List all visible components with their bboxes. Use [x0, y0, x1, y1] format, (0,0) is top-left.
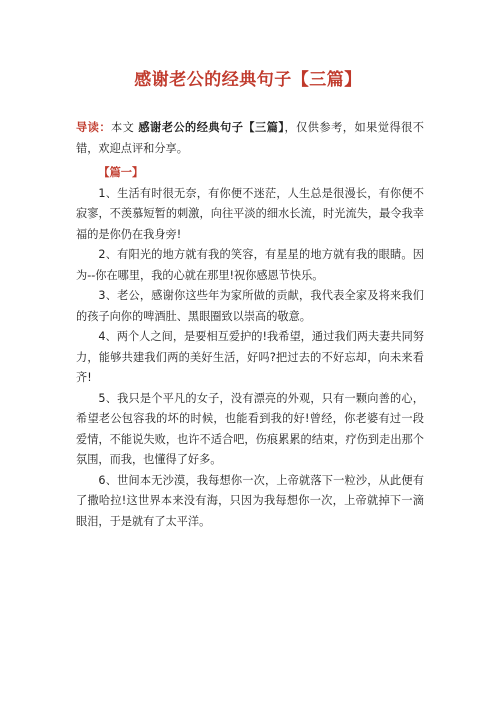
quote-paragraph-5: 5、我只是个平凡的女子，没有漂亮的外观，只有一颗向善的心，希望老公包容我的坏的时候，也能看到我的好!曾经，你老婆有过一段爱情，不能说失败，也许不适合吧，伤痕累累的结束，疗伤到走出那个氛围，而我，也懂得了好多。 [76, 391, 424, 466]
quote-paragraph-3: 3、老公，感谢你这些年为家所做的贡献，我代表全家及将来我们的孩子向你的啤酒肚、黑眼圈致以崇高的敬意。 [76, 289, 424, 323]
intro-label: 导读： [76, 121, 112, 134]
document-title: 感谢老公的经典句子【三篇】 [134, 70, 362, 90]
quote-paragraph-4: 4、两个人之间，是要相互爱护的!我希望，通过我们两夫妻共同努力，能够共建我们两的美好生活，好吗?把过去的不好忘却，向未来看齐! [76, 330, 424, 384]
document-body [76, 118, 424, 532]
section-heading: 【篇一】 [98, 166, 144, 179]
intro-prefix: 本文 [111, 121, 139, 134]
intro-article-title: 感谢老公的经典句子【三篇】 [138, 121, 285, 134]
intro-paragraph [76, 118, 424, 159]
quote-paragraph-2: 2、有阳光的地方就有我的笑容，有星星的地方就有我的眼睛。因为--你在哪里，我的心就在那里!祝你感恩节快乐。 [76, 248, 424, 282]
intro-suffix: ，仅供参考，如果觉得很不错，欢迎点评和分享。 [76, 121, 424, 155]
quote-paragraph-6: 6、世间本无沙漠，我每想你一次，上帝就落下一粒沙，从此便有了撒哈拉!这世界本来没有海，只因为我每想你一次，上帝就掉下一滴眼泪，于是就有了太平洋。 [76, 473, 424, 528]
quote-paragraph-1: 1、生活有时很无奈，有你便不迷茫，人生总是很漫长，有你便不寂寥，不羡慕短暂的刺激，向往平淡的细水长流，时光流失，最令我幸福的是你仍在我身旁! [76, 186, 424, 241]
